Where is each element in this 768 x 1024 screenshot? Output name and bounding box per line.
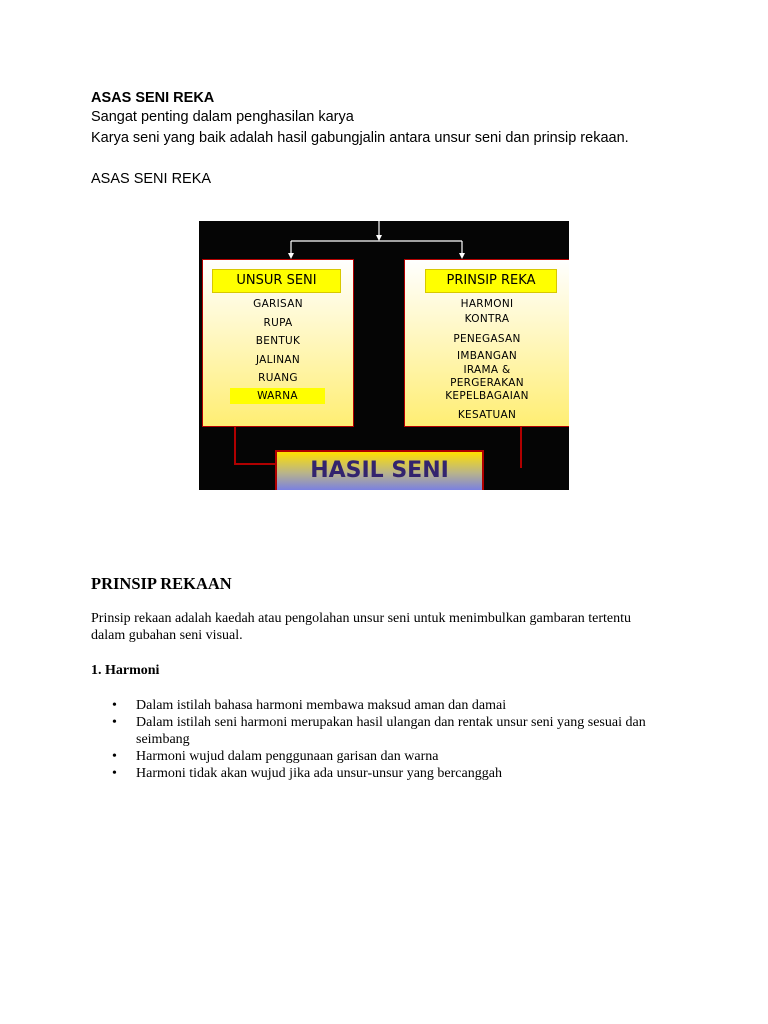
unsur-item: JALINAN [255,354,301,366]
asas-seni-reka-diagram [199,221,569,490]
prinsip-item: PERGERAKAN [450,377,524,389]
prinsip-item: KESATUAN [457,409,517,421]
intro-line-1: Sangat penting dalam penghasilan karya [91,109,354,125]
unsur-seni-box [202,259,354,427]
prinsip-item: IRAMA & [463,364,511,376]
prinsip-item: HARMONI [460,298,514,310]
list-item: • Harmoni tidak akan wujud jika ada unsur-unsur yang bercanggah [91,765,676,782]
unsur-item-highlighted: WARNA [230,388,325,404]
connector-left-to-result [235,426,275,464]
arrowhead-top [376,235,382,241]
unsur-item: BENTUK [255,335,301,347]
prinsip-item: PENEGASAN [453,333,521,345]
section-paragraph-line-1: Prinsip rekaan adalah kaedah atau pengolahan unsur seni untuk menimbulkan gambaran tertentu [91,611,631,626]
prinsip-item: KONTRA [464,313,510,325]
subheading-harmoni: 1. Harmoni [91,663,160,678]
intro-line-2: Karya seni yang baik adalah hasil gabungjalin antara unsur seni dan prinsip rekaan. [91,130,629,146]
list-item: • Dalam istilah bahasa harmoni membawa maksud aman dan damai [91,697,676,714]
document-title: ASAS SENI REKA [91,90,215,106]
prinsip-item: IMBANGAN [457,350,517,362]
prinsip-reka-box [404,259,569,427]
harmoni-bullet-list [91,697,676,782]
prinsip-item: KEPELBAGAIAN [445,390,529,402]
section-paragraph-line-2: dalam gubahan seni visual. [91,628,243,643]
hasil-seni-box: HASIL SENI [275,450,484,490]
prinsip-reka-title: PRINSIP REKA [425,269,557,293]
unsur-seni-title: UNSUR SENI [212,269,341,293]
section-heading: PRINSIP REKAAN [91,574,232,593]
diagram-caption: ASAS SENI REKA [91,171,212,187]
unsur-item: RUPA [263,317,293,329]
unsur-item: GARISAN [253,298,303,310]
list-item: • Harmoni wujud dalam penggunaan garisan dan warna [91,748,676,765]
list-item: • Dalam istilah seni harmoni merupakan hasil ulangan dan rentak unsur seni yang sesuai dan seimbang [91,714,676,748]
unsur-item: RUANG [258,372,298,384]
